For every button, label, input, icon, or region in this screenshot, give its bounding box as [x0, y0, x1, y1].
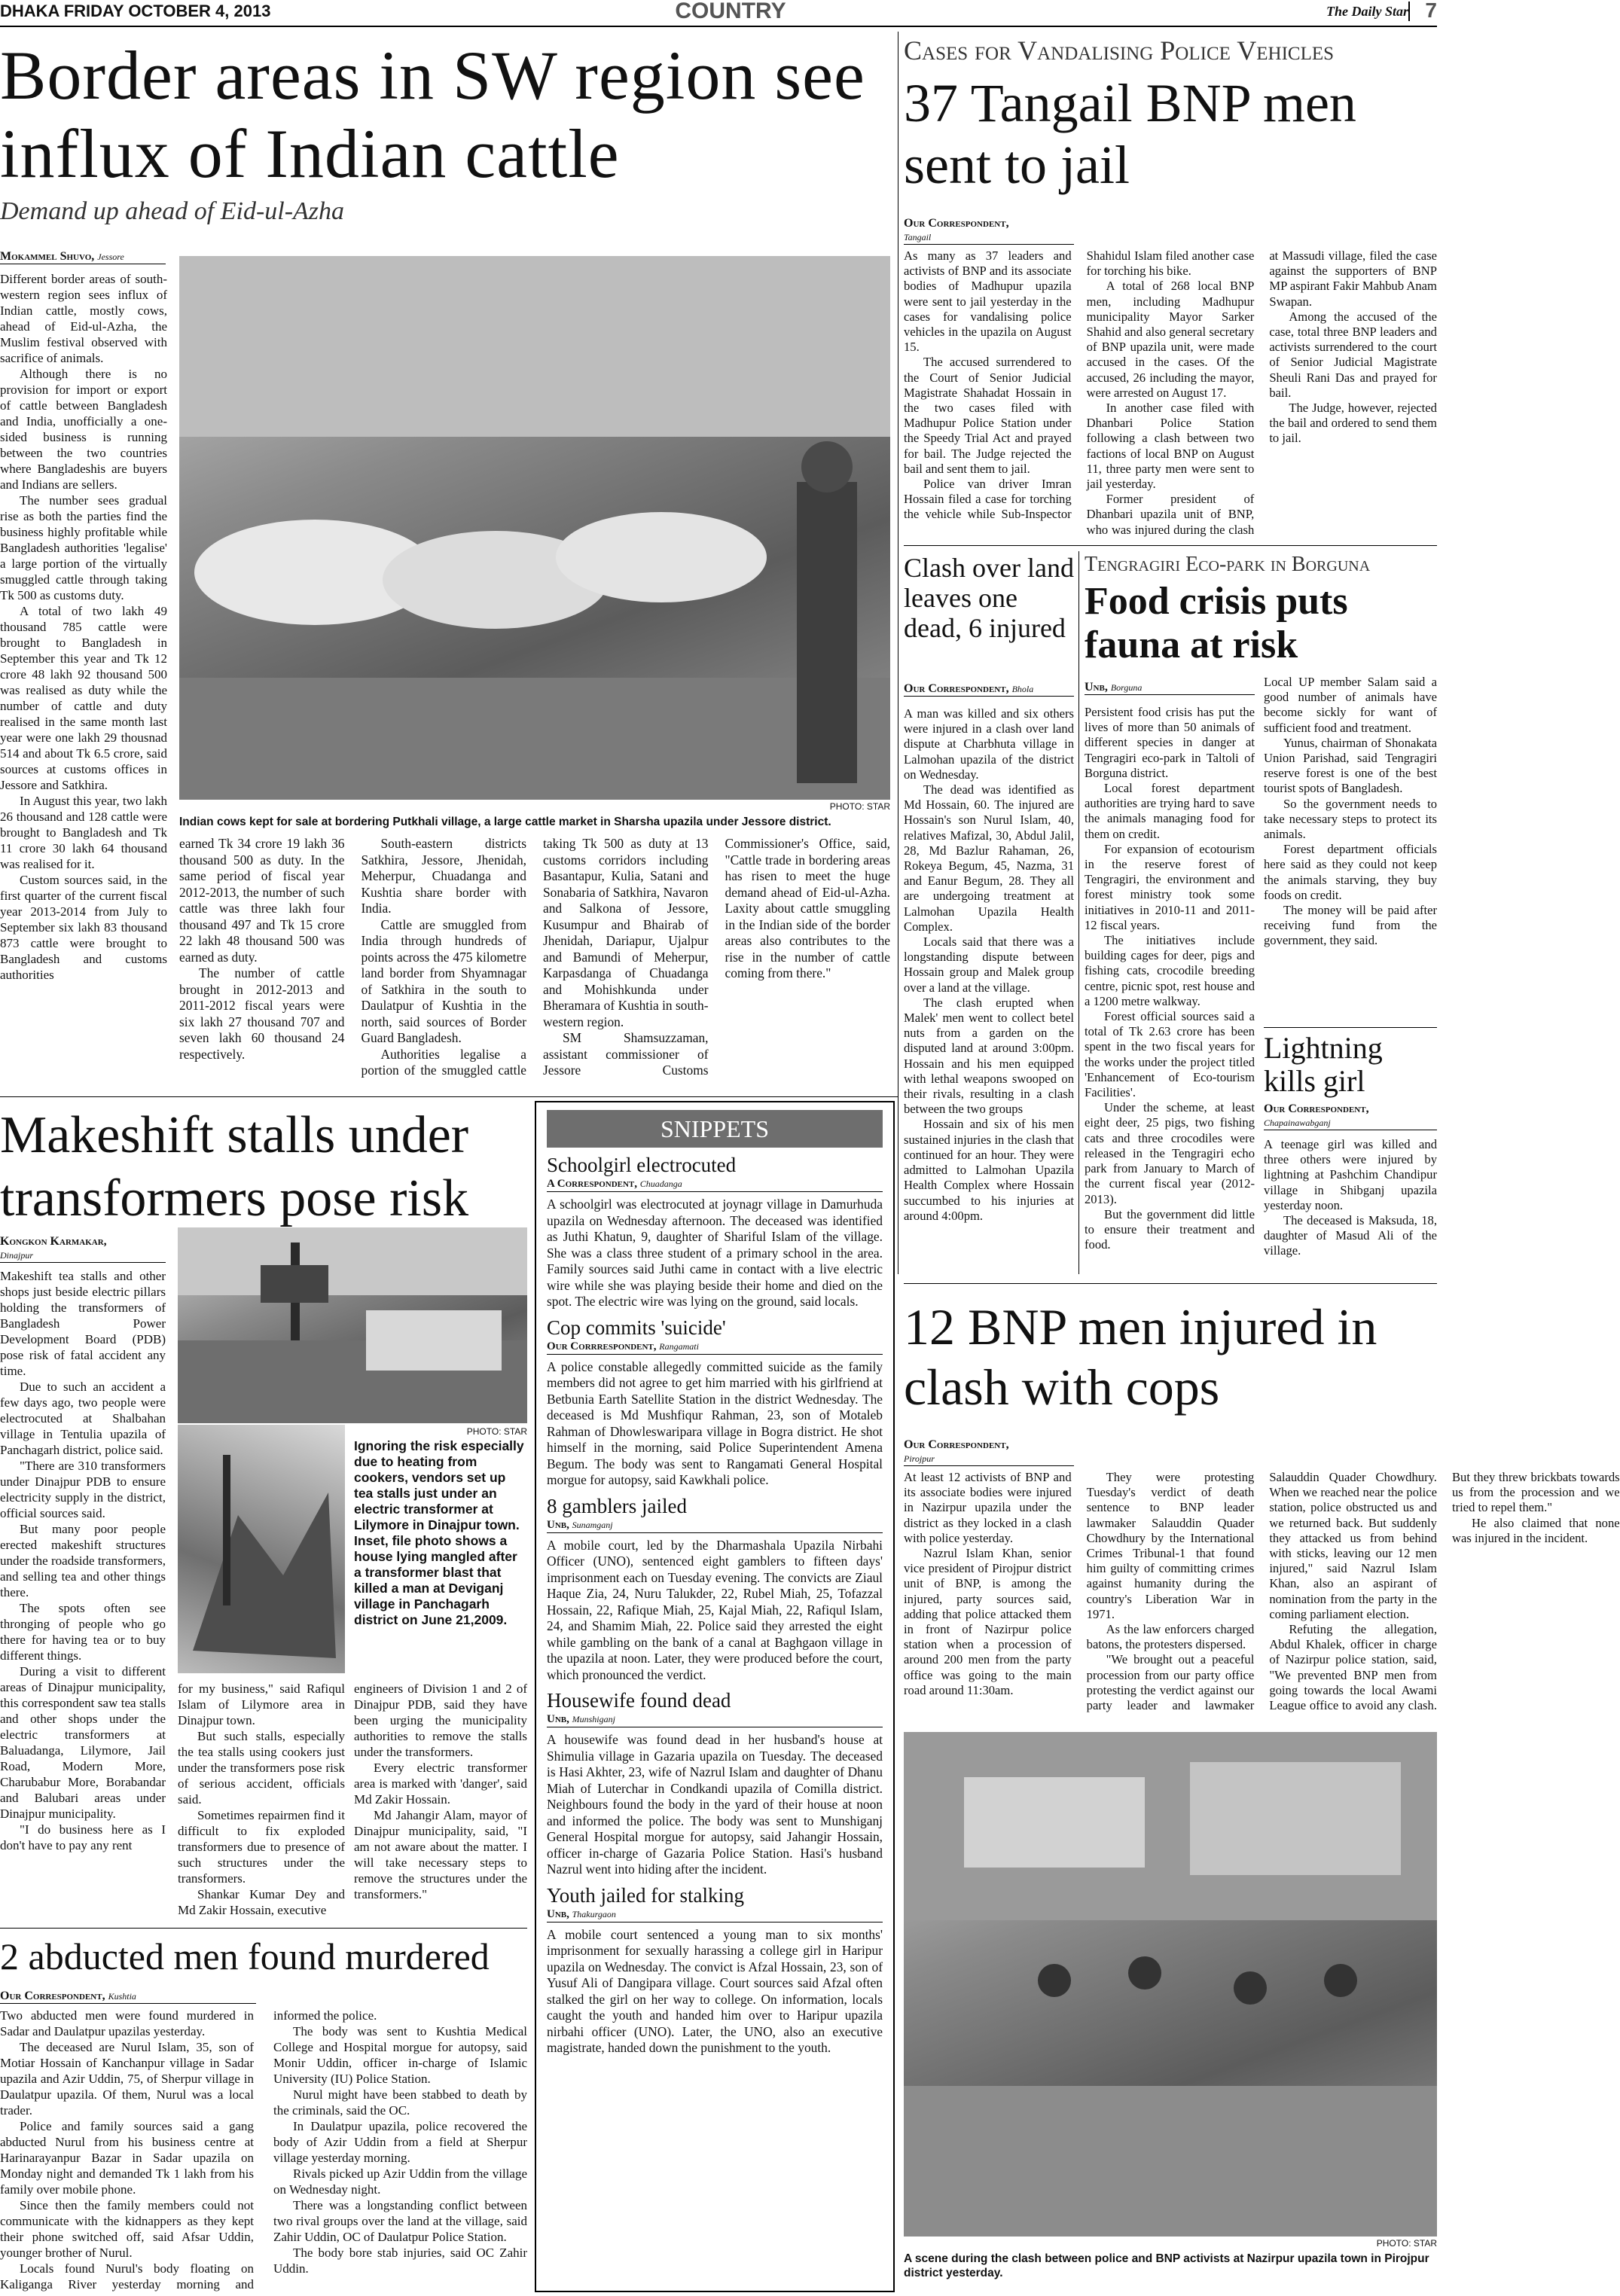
paragraph: Forest official sources said a total of Tk 2.63 crore has been spent in the two fiscal years for the works under the project titled 'Enhancement of Eco-tourism Facilities'.: [1085, 1009, 1255, 1100]
paragraph: South-eastern districts Satkhira, Jessore, Jhenidah, Meherpur, Chuadanga and Kushtia share border with India.: [361, 836, 526, 916]
murdered-top-rule: [0, 1928, 527, 1929]
stalls-illustration: [178, 1227, 527, 1423]
bnp-caption: A scene during the clash between police and BNP activists at Nazirpur upazila town in Pirojpur district yesterday.: [904, 2252, 1429, 2279]
byline-place: Tangail: [904, 232, 932, 242]
paragraph: So the government needs to take necessary steps to protect its animals.: [1264, 796, 1437, 842]
paragraph: Rivals picked up Azir Uddin from the village on Wednesday night.: [273, 2166, 527, 2197]
paper-name: The Daily Star: [1326, 4, 1408, 19]
bnp-top-rule: [904, 1283, 1437, 1284]
byline-place: Kushtia: [108, 1991, 136, 2002]
paragraph: Although there is no provision for import or export of cattle between Bangladesh and India, unofficially a one-sided business is running between the two countries where Bangladeshis are buyers and Indians are sellers.: [0, 367, 167, 492]
paragraph: Sometimes repairmen find it difficult to fix exploded transformers due to presence of such structures under the transformers.: [178, 1808, 345, 1886]
paragraph: In Daulatpur upazila, police recovered the body of Azir Uddin from a field at Sherpur village yesterday morning.: [273, 2119, 527, 2165]
byline-name: Unb,: [1085, 681, 1108, 694]
snippet-headline: Youth jailed for stalking: [547, 1883, 744, 1907]
paragraph: Hossain and six of his men sustained injuries in the clash that continued for an hour. They were admitted to Lalmohan Upazila Health Complex where Hossain succumbed to his injuries at around 4:00pm.: [904, 1117, 1074, 1223]
ecopark-byline: [1085, 681, 1255, 695]
byline-place: Jessore: [97, 252, 124, 262]
tangail-bottom-rule: [904, 545, 1437, 546]
paragraph: A total of 268 local BNP men, including Madhupur municipality Mayor Sarker Shahid and also general secretary of BNP upazila unit, were made accused in the cases. Of the accused, 26 including the mayor, were arrested on August 17.: [1086, 279, 1255, 400]
stalls-photo: [178, 1227, 527, 1423]
paragraph: The body bore stab injuries, said OC Zahir Uddin.: [273, 2246, 527, 2276]
byline-place: Dinajpur: [0, 1250, 34, 1261]
masthead-rule: [0, 26, 1437, 27]
paragraph: The initiatives include building cages for deer, pigs and fishing cats, crocodile breeding centre, picnic spot, rest house and a 1200 metre walkway.: [1085, 933, 1255, 1008]
cattle-col1: [0, 271, 167, 1092]
bnp-illustration: [904, 1732, 1437, 2237]
cattle-headline: Border areas in SW region see influx of Indian cattle: [0, 37, 865, 192]
paragraph: The clash erupted when Malek' men went to collect betel nuts from a garden on the disputed land at around 3:00pm. Hossain and his men equipped with lethal weapons swooped on their rivals, resulting in a clash between the two groups: [904, 995, 1074, 1117]
paragraph: Refuting the allegation, Abdul Khalek, officer in charge of Nazirpur police station, said, "We prevented BNP men from going towards the local Awami League office to avoid any clash. But they threw brickbats towards us from the procession and we tried to repel them.": [1269, 1470, 1620, 1713]
clash-headline: Clash over land leaves one dead, 6 injured: [904, 553, 1074, 643]
snippets-box: [535, 1101, 895, 2292]
bnp-byline: [904, 1438, 1074, 1466]
snippet-byline: [547, 1339, 883, 1355]
paragraph: In August this year, two lakh 26 thousand and 128 cattle were brought to Bangladesh and Tk 11 crore 30 lakh 64 thousand was realised for it.: [0, 794, 167, 871]
paragraph: Local UP member Salam said a good number of animals have become sickly for want of sufficient food and treatment.: [1264, 675, 1437, 735]
lightning-headline: Lightning kills girl: [1264, 1031, 1383, 1098]
byline-place: Chapainawabganj: [1264, 1118, 1331, 1128]
paragraph: Persistent food crisis has put the lives of more than 50 animals of different species in danger at Tengragiri eco-park in Taltoli of Borguna district.: [1085, 705, 1255, 780]
paragraph: Among the accused of the case, total three BNP leaders and activists surrendered to the court of Senior Judicial Magistrate Sheuli Rani Das and prayed for bail.: [1269, 309, 1437, 400]
cattle-caption: Indian cows kept for sale at bordering Putkhali village, a large cattle market in Sharsha upazila under Jessore district.: [179, 816, 831, 828]
paragraph: Due to such an accident a few days ago, two people were electrocuted at Shalbahan village in Tentulia upazila of Panchagarh district, police said.: [0, 1380, 166, 1457]
snippet-byline: [547, 1517, 883, 1533]
byline-place: Bhola: [1011, 684, 1034, 694]
page-number: 7: [1425, 0, 1437, 22]
paragraph: They were protesting Tuesday's verdict of death sentence to BNP leader lawmaker Salauddin Quader Chowdhury by the International Crimes Tribunal-1 that found him guilty of committing crimes against humanity during the country's Liberation War in 1971.: [1086, 1470, 1255, 1621]
section-title: COUNTRY: [675, 0, 786, 23]
byline-place: Thakurgaon: [572, 1908, 616, 1919]
lightning-top-rule: [1264, 1027, 1437, 1028]
byline-name: Our Correspondent,: [904, 682, 1009, 695]
paragraph: engineers of Division 1 and 2 of Dinajpur PDB, said they have been urging the municipality authorities to remove the stalls under the transformers.: [354, 1682, 527, 1759]
middle-rule: [0, 1096, 898, 1097]
snippets-title: SNIPPETS: [547, 1110, 883, 1148]
paragraph: A man was killed and six others were injured in a clash over land dispute at Charbhuta village in Lalmohan upazila of the district on Wednesday.: [904, 706, 1074, 782]
clash-byline: [904, 682, 1074, 697]
paragraph: The Judge, however, rejected the bail and ordered to send them to jail.: [1269, 401, 1437, 446]
paragraph: The dead was identified as Md Hossain, 60. The injured are Hossain's son Nurul Islam, 40, relatives Mafizal, 30, Abdul Jalil, 28, Md Bazlur Rahaman, 26, Rokeya Begum, 45, Nazma, 31 and Eanur Begum, 28. They all are undergoing treatment at Lalmohan Upazila Health Complex.: [904, 782, 1074, 934]
paragraph: Cattle are smuggled from India through hundreds of points across the 475 kilometre land border from Shyamnagar of Satkhira in the south to Daulatpur of Kushtia in the north, said sources of Border Guard Bangladesh.: [361, 916, 526, 1045]
paragraph: The money will be paid after receiving fund from the government, they said.: [1264, 903, 1437, 948]
paragraph: Makeshift tea stalls and other shops just beside electric pillars holding the transformers of Bangladesh Power Development Board (PDB) pose risk of fatal accident any time.: [0, 1269, 166, 1378]
paragraph: The deceased are Nurul Islam, 35, son of Motiar Hossain of Kanchanpur village in Sadar upazila and Azir Uddin, 75, of Sherpur village in Daulatpur upazila. Of them, Nurul was a local trader.: [0, 2040, 254, 2118]
paragraph: But the government did little to ensure their treatment and food.: [1085, 1206, 1255, 1252]
byline-place: Chuadanga: [639, 1178, 682, 1189]
paragraph: For expansion of ecotourism in the reserve forest of Tengragiri, the environment and forest ministry took some initiatives in 2010-11 and 2011-12 fiscal years.: [1085, 841, 1255, 932]
paragraph: Police van driver Imran Hossain filed a case for torching the vehicle while Sub-Inspector Shahidul Islam filed another case for torching his bike.: [904, 249, 1255, 522]
cattle-photo: [179, 256, 890, 800]
stalls-col1: [0, 1268, 166, 1923]
paragraph: A total of two lakh 49 thousand 785 cattle were brought to Bangladesh in September this year and Tk 12 crore 48 lakh 92 thousand 500 was realised as duty while the number of cattle and duty realised in the same month last year were one lakh 29 thousnad 514 and about Tk 6.5 crore, said sources at customs offices in Jessore and Satkhira.: [0, 604, 167, 792]
murdered-headline: 2 abducted men found murdered: [0, 1935, 490, 1977]
murdered-byline: [0, 1990, 256, 2004]
snippet-byline: [547, 1176, 883, 1192]
paragraph: Yunus, chairman of Shonakata Union Parishad, said Tengragiri reserve forest is one of the best tourist spots of Bangladesh.: [1264, 735, 1437, 796]
paragraph: Since then the family members could not communicate with the kidnappers as they kept their phone switched off, said Afsar Uddin, younger brother of Nurul.: [0, 2198, 254, 2260]
paragraph: The number of cattle brought in 2012-2013 and 2011-2012 fiscal years were six lakh 27 thousand 707 and seven lakh 60 thousand 24 respectively.: [179, 965, 345, 1062]
stalls-photo-credit: PHOTO: STAR: [466, 1426, 527, 1437]
cattle-photo-credit: PHOTO: STAR: [829, 801, 890, 812]
paragraph: As the law enforcers charged batons, the protesters dispersed.: [1086, 1622, 1255, 1652]
snippet-text: A schoolgirl was electrocuted at joynagr village in Damurhuda upazila on Wednesday afternoon. The deceased was identified as Juthi Khatun, 9, daughter of Shariful Islam of the village. She was a class three student of a primary school in the area. Family sources said Juthi came in contact with a live electric wire while she was playing beside their home and died on the spot. The electric wire was lying on the ground, said locals.: [547, 1197, 883, 1309]
paragraph: There was a longstanding conflict between two rival groups over the land at the village, said Zahir Uddin, OC of Daulatpur Police Station.: [273, 2198, 527, 2244]
paragraph: earned Tk 34 crore 19 lakh 36 thousand 500 as duty. In the same period of fiscal year 2012-2013, the number of such cattle was three lakh four thousand 497 and Tk 15 crore 22 lakh 48 thousand 500 was earned as duty.: [179, 836, 345, 965]
snippet-text: A housewife was found dead in her husband's house at Shimulia village in Gazaria upazila on Tuesday. The deceased is Hasi Akhter, 23, wife of Nazrul Islam and daughter of Dhanu Miah of Luterchar in Condkandi upazila of Comilla district. Neighbours found the body in the yard of their house at noon and informed the police. The body was sent to Munshiganj General Hospital morgue for autopsy, said Jahangir Hossain, officer in-charge of Gazaria Police Station. Hasi's husband Nazrul went into hiding after the incident.: [547, 1732, 883, 1877]
paragraph: He also claimed that none was injured in the incident.: [1451, 1515, 1620, 1545]
paragraph: for my business," said Rafiqul Islam of Lilymore area in Dinajpur town.: [178, 1682, 345, 1727]
byline-name: Our Correspondent,: [0, 1990, 105, 2002]
stalls-byline: [0, 1235, 166, 1263]
paragraph: Locals said that there was a longstanding dispute between Hossain group and Malek group over a land at the village.: [904, 935, 1074, 995]
ecopark-col2: [1264, 675, 1437, 1021]
lightning-byline: [1264, 1102, 1437, 1130]
masthead: [0, 0, 1437, 26]
byline-name: Our Correspondent,: [904, 217, 1009, 230]
stalls-caption: Ignoring the risk especially due to heating from cookers, vendors set up tea stalls just under an electric transformer at Lilymore in Dinajpur town. Inset, file photo shows a house lying mangled after a transformer blast that killed a man at Deviganj village in Panchagarh district on June 21,2009.: [354, 1438, 524, 1627]
masthead-divider: [1408, 2, 1410, 21]
snippet-text: A police constable allegedly committed suicide as the family members did not agree to get him married with his girlfriend at Betbunia Earth Satellite Station in the district Wednesday. The deceased is Md Mushfiqur Rahman, 23, son of Motaleb Rahman of Dhowleswaripara village in Bogra district. He shot himself in the morning, said Police Superintendent Amena Begum. The body was sent to Rangamati General Hospital morgue for autopsy, said Kawkhali police.: [547, 1358, 883, 1487]
byline-place: Pirojpur: [904, 1453, 935, 1464]
stalls-col2: [178, 1681, 345, 1923]
paragraph: Every electric transformer area is marked with 'danger', said Md Zakir Hossain.: [354, 1761, 527, 1807]
snippet-headline: Schoolgirl electrocuted: [547, 1154, 737, 1176]
byline-place: Rangamati: [659, 1340, 699, 1352]
byline-name: Unb,: [547, 1518, 569, 1531]
paragraph: Md Jahangir Alam, mayor of Dinajpur municipality, said, "I am not aware about the matter. I will take necessary steps to remove the structures under the transformers.": [354, 1808, 527, 1901]
paragraph: The number sees gradual rise as both the parties find the business highly profitable while Bangladesh authorities 'legalise' a large portion of the virtually smuggled cattle through taking Tk 500 as customs duty.: [0, 493, 167, 602]
byline-name: Our Correspondent,: [904, 1438, 1009, 1451]
tangail-kicker: Cases for Vandalising Police Vehicles: [904, 35, 1335, 66]
tangail-cols: [904, 249, 1437, 538]
paragraph: Forest department officials here said as they could not keep the animals starving, they buy foods on credit.: [1264, 842, 1437, 902]
paragraph: Shankar Kumar Dey and Md Zakir Hossain, executive: [178, 1887, 345, 1917]
snippet-headline: 8 gamblers jailed: [547, 1494, 687, 1517]
paragraph: But such stalls, especially the tea stalls using cookers just under the transformers pose risk of serious accident, officials said.: [178, 1729, 345, 1807]
byline-place: Munshiganj: [572, 1714, 615, 1724]
paragraph: But many poor people erected makeshift structures under the roadside transformers, and selling tea and other things there.: [0, 1522, 166, 1599]
lightning-col: [1264, 1137, 1437, 1280]
paragraph: As many as 37 leaders and activists of BNP and its associate bodies of Madhupur upazila were sent to jail yesterday in the cases for vandalising police vehicles in the upazila on August 15.: [904, 249, 1072, 355]
paragraph: Two abducted men were found murdered in Sadar and Daulatpur upazilas yesterday.: [0, 2008, 254, 2038]
bnp-headline: 12 BNP men injured in clash with cops: [904, 1298, 1377, 1416]
byline-name: Unb,: [547, 1907, 569, 1920]
stalls-inset-photo: [178, 1425, 345, 1673]
stalls-col3: [354, 1681, 527, 1923]
paragraph: In another case filed with Dhanbari Police Station following a clash between two factions of local BNP on August 11, three party men were sent to jail yesterday.: [1086, 401, 1255, 492]
snippet-text: A mobile court, led by the Dharmashala Upazila Nirbahi Officer (UNO), sentenced eight gamblers to fifteen days' imprisonment each on Tuesday evening. The convicts are Ziaul Haque Zia, 24, Nuru Talukder, 22, Rubel Miah, 25, Tofazzal Hossain, 22, Rafique Miah, 25, Kajal Miah, 22, Rafiqul Islam, 24, and Shamim Miah, 22. Police said they arrested the eight while gambling on the bank of a canal at Baghgaon village in the upazila at noon. Later, they were produced before the court, which pronounced the verdict.: [547, 1537, 883, 1682]
byline-place: Borguna: [1110, 682, 1143, 693]
paragraph: Authorities legalise a portion of the smuggled cattle taking Tk 500 as duty at 13 customs corridors including Basantapur, Kulia, Satani and Sonabaria of Satkhira, Navaron and Salkona of Jessore, Kusumpur and Bhairab of Jhenidah, Dariapur, Ujalpur and Bamundi of Meherpur, Karpasdanga of Chuadanga and Mohishkunda under Bheramara of Kushtia in south-western region.: [361, 836, 709, 1078]
byline-name: Kongkon Karmakar,: [0, 1235, 107, 1248]
paragraph: The body was sent to Kushtia Medical College and Hospital morgue for autopsy, said Monir Uddin, officer in-charge of Islamic University (IU) Police Station.: [273, 2024, 527, 2086]
ecopark-col1: [1085, 705, 1255, 1279]
cattle-cols: [179, 836, 890, 1092]
dateline: DHAKA FRIDAY OCTOBER 4, 2013: [0, 2, 271, 20]
paragraph: At least 12 activists of BNP and its associate bodies were injured in Nazirpur upazila under the district as they locked in a clash with police yesterday.: [904, 1470, 1072, 1545]
paragraph: Local forest department authorities are trying hard to save the animals managing food for them on credit.: [1085, 781, 1255, 841]
paragraph: Under the scheme, at least eight deer, 25 pigs, two fishing cats and three crocodiles were released in the Tengragiri echo park from January to March of the current fiscal year (2012-2013).: [1085, 1100, 1255, 1206]
paragraph: During a visit to different areas of Dinajpur municipality, this correspondent saw tea stalls and other shops under the electric transformers at Baluadanga, Lilymore, Jail Road, Modern More, Charubabur More, Borabandar and Balubari areas under Dinajpur municipality.: [0, 1664, 166, 1821]
ecopark-kicker: Tengragiri Eco-park in Borguna: [1085, 553, 1371, 576]
paragraph: Nazrul Islam Khan, senior vice president of Pirojpur district unit of BNP, is among the injured, party sources said, adding that police attacked them in front of Nazirpur police station when a procession of around 200 men from the party office was going to the main road around 11:30am.: [904, 1546, 1072, 1697]
snippet-headline: Housewife found dead: [547, 1689, 731, 1712]
paragraph: Different border areas of south-western region sees influx of Indian cattle, mostly cows, ahead of Eid-ul-Azha, the Muslim festival observed with sacrifice of animals.: [0, 272, 167, 365]
clash-col: [904, 706, 1074, 1279]
snippet-byline: [547, 1907, 883, 1922]
paragraph: A teenage girl was killed and three others were injured by lightning at Pashchim Chandipur village in Shibganj upazila yesterday noon.: [1264, 1137, 1437, 1212]
byline-name: A Correspondent,: [547, 1178, 638, 1190]
paragraph: The deceased is Maksuda, 18, daughter of Masud Ali of the village.: [1264, 1213, 1437, 1258]
stalls-headline: Makeshift stalls under transformers pose risk: [0, 1106, 469, 1227]
murdered-cols: [0, 2008, 527, 2292]
paragraph: Custom sources said, in the first quarter of the current fiscal year 2013-2014 from July to September six lakh 83 thousand 873 cattle were brought to Bangladesh and customs authorities: [0, 873, 167, 982]
clash-side-rule: [1078, 551, 1079, 1274]
cattle-subhead: Demand up ahead of Eid-ul-Azha: [0, 197, 345, 225]
snippet-byline: [547, 1712, 883, 1727]
bnp-photo: [904, 1732, 1437, 2237]
byline-name: Our Correspondent,: [1264, 1102, 1369, 1115]
tangail-headline: 37 Tangail BNP men sent to jail: [904, 73, 1356, 195]
paragraph: "There are 310 transformers under Dinajpur PDB to ensure electricity supply in the district, official sources said.: [0, 1459, 166, 1520]
paragraph: Nurul might have been stabbed to death by the criminals, said the OC.: [273, 2087, 527, 2118]
paragraph: Locals found Nurul's body floating on Kaliganga River yesterday morning and informed the police.: [0, 2008, 377, 2291]
byline-name: Unb,: [547, 1713, 569, 1725]
cattle-illustration: [179, 256, 890, 800]
paragraph: The spots often see thronging of people who go there for having tea or to buy different things.: [0, 1601, 166, 1663]
paragraph: Police and family sources said a gang abducted Nurul from his business centre at Harinarayanpur Bazar in Sadar upazila on Monday night and demanded Tk 1 lakh from his family over mobile phone.: [0, 2119, 254, 2197]
byline-place: Sunamganj: [572, 1519, 613, 1530]
bnp-photo-credit: PHOTO: STAR: [1376, 2238, 1437, 2249]
tangail-byline: [904, 217, 1074, 245]
byline-name: Our Corrrespondent,: [547, 1340, 657, 1352]
ecopark-headline: Food crisis puts fauna at risk: [1085, 580, 1348, 666]
paragraph: Former president of Dhanbari upazila unit of BNP, who was injured during the clash at Massudi village, filed the case against the supporters of BNP MP aspirant Fakir Mahbub Anam Swapan.: [1086, 249, 1437, 537]
byline-name: Mokammel Shuvo,: [0, 250, 95, 263]
bnp-cols: [904, 1470, 1620, 1724]
paragraph: "I do business here as I don't have to pay any rent: [0, 1822, 166, 1852]
paragraph: "We brought out a peaceful procession from our party office protesting the verdict against our party leader and lawmaker Salauddin Quader Chowdhury. When we reached near the police station, police obstructed us and we returned back. But suddenly they attacked us from behind with sticks, leaving our 12 men injured," said Nazrul Islam Khan, also an aspirant of nomination from the party in the coming parliament election.: [1086, 1470, 1437, 1713]
paragraph: SM Shamsuzzaman, assistant commissioner of Jessore Customs Commissioner's Office, said, "Cattle trade in bordering areas has risen to meet the huge demand ahead of Eid-ul-Azha. Laxity about cattle smuggling in the Indian side of the border areas also contributes to the rise in the number of cattle coming from there.": [543, 836, 890, 1078]
snippet-text: A mobile court sentenced a young man to six months' imprisonment for sexually harassing a college girl in Haripur upazila on Wednesday. The convict is Afzal Hossain, 23, son of Yusuf Ali of Dangipara village. Court sources said Afzal often stalked the girl on her way to college. On information, locals caught the youth and handed him over to Haripur upazila nirbahi officer (UNO). Later, the UNO, also an executive magistrate, handed down the punishment to the youth.: [547, 1926, 883, 2055]
paragraph: The accused surrendered to the Court of Senior Judicial Magistrate Shahadat Hossain in the two cases filed with Madhupur Police Station under the Speedy Trial Act and prayed for bail. The Judge rejected the bail and sent them to jail.: [904, 355, 1072, 476]
inset-illustration: [178, 1425, 345, 1673]
snippet-headline: Cop commits 'suicide': [547, 1316, 726, 1339]
cattle-byline: [0, 250, 166, 264]
